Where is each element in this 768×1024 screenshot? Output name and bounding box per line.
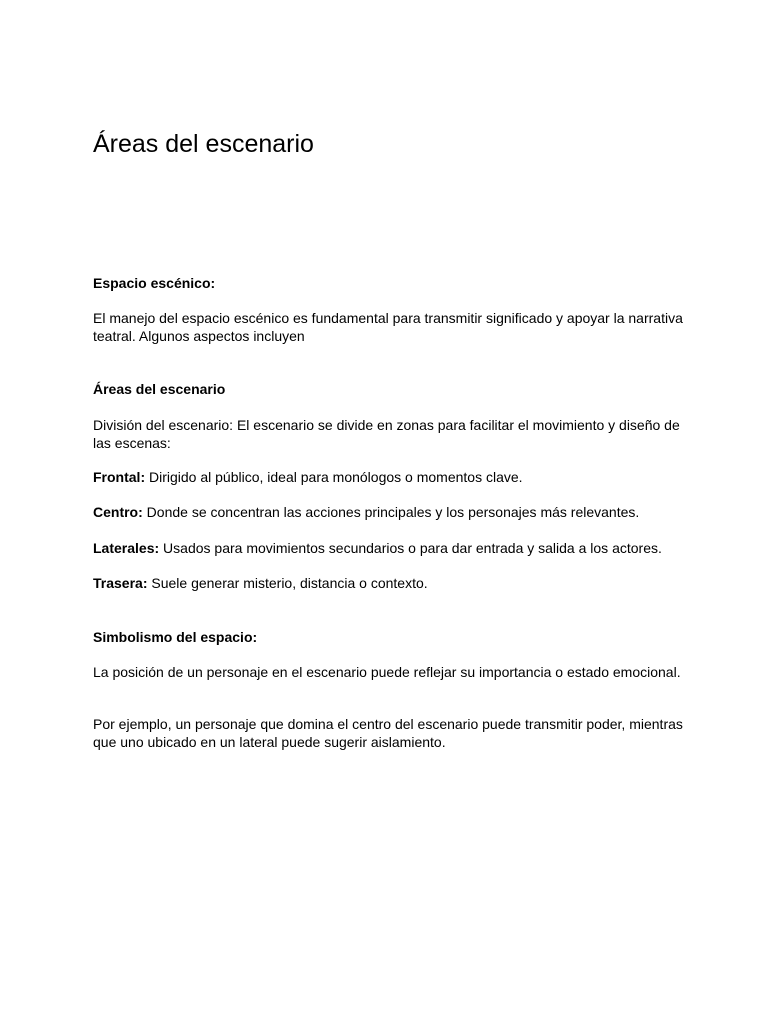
area-item-laterales [93,539,693,557]
area-item-frontal [93,468,683,486]
paragraph-ejemplo: Por ejemplo, un personaje que domina el centro del escenario puede transmitir poder, mientras que uno ubicado en un lateral puede sugerir aislamiento. [93,716,683,750]
area-text-trasera: Suele generar misterio, distancia o contexto. [147,575,428,591]
area-item-centro [93,503,683,521]
paragraph-division: División del escenario: El escenario se divide en zonas para facilitar el movimiento y diseño de las escenas: [93,417,680,451]
document-title: Áreas del escenario [93,130,314,158]
paragraph-espacio: El manejo del espacio escénico es fundamental para transmitir significado y apoyar la narrativa teatral. Algunos aspectos incluyen [93,310,683,344]
section-heading-areas: Áreas del escenario [93,381,226,397]
area-term-centro: Centro: [93,504,143,520]
area-text-frontal: Dirigido al público, ideal para monólogos o momentos clave. [145,469,523,485]
section-heading-simbolismo: Simbolismo del espacio: [93,629,258,645]
area-term-trasera: Trasera: [93,575,148,591]
area-term-laterales: Laterales: [93,540,160,556]
area-text-centro: Donde se concentran las acciones principales y los personajes más relevantes. [142,504,640,520]
paragraph-posicion: La posición de un personaje en el escenario puede reflejar su importancia o estado emocional. [93,664,681,680]
area-text-laterales: Usados para movimientos secundarios o para dar entrada y salida a los actores. [159,540,662,556]
area-term-frontal: Frontal: [93,469,146,485]
section-heading-espacio: Espacio escénico: [93,275,216,291]
area-item-trasera [93,574,683,592]
